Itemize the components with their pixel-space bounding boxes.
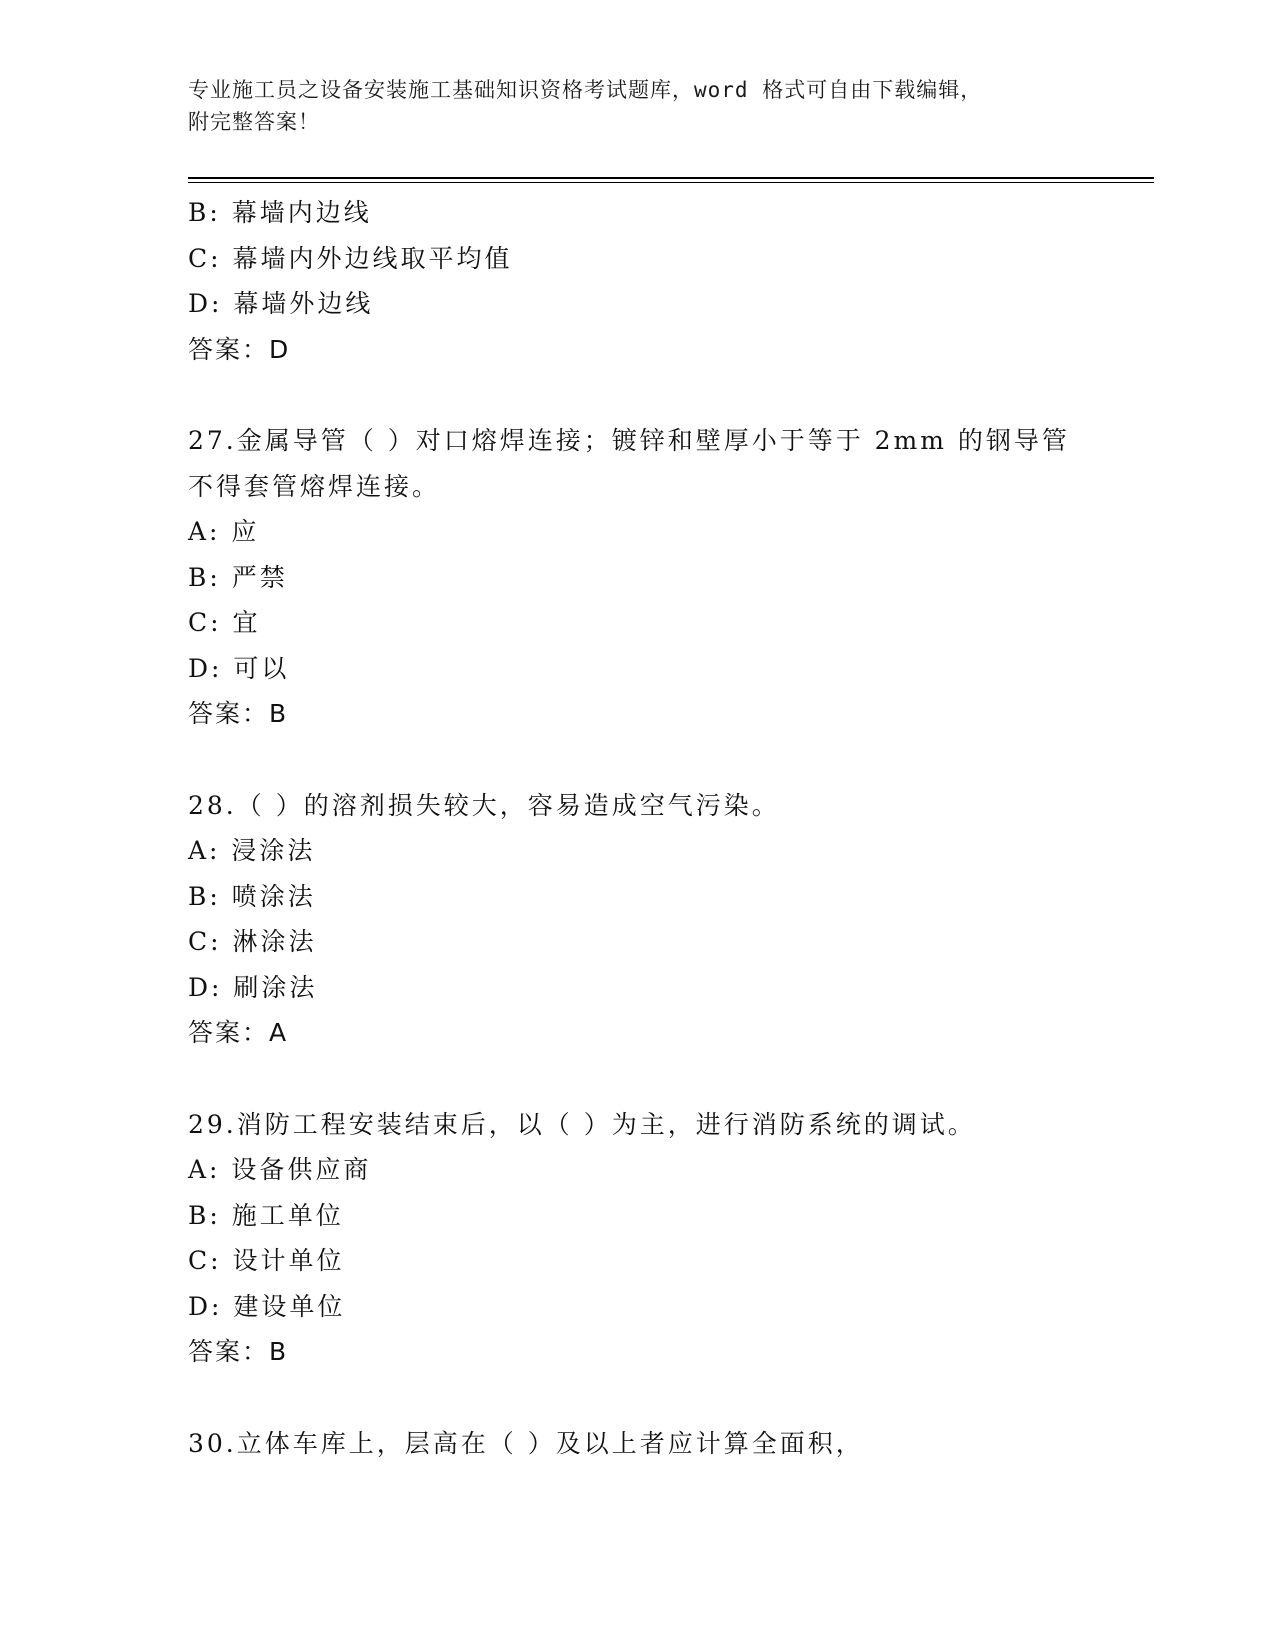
option-d: D: 可以 bbox=[188, 653, 290, 683]
option-d: D: 刷涂法 bbox=[188, 972, 318, 1002]
question-spacer bbox=[188, 737, 1154, 783]
option-c: C: 宜 bbox=[188, 608, 261, 637]
question-list bbox=[188, 190, 1154, 1466]
option-c: C: 淋涂法 bbox=[188, 927, 317, 956]
option-c: C: 幕墙内外边线取平均值 bbox=[188, 243, 513, 273]
question-stem: 30.立体车库上，层高在（ ）及以上者应计算全面积， bbox=[188, 1428, 864, 1458]
option-b: B: 施工单位 bbox=[188, 1200, 344, 1230]
answer-line: 答案：A bbox=[188, 1018, 289, 1047]
question-stem: 29.消防工程安装结束后，以（ ）为主，进行消防系统的调试。 bbox=[188, 1109, 976, 1139]
question-spacer bbox=[188, 1056, 1154, 1102]
option-a: A: 应 bbox=[188, 517, 260, 546]
option-a: A: 浸涂法 bbox=[188, 836, 316, 865]
option-d: D: 幕墙外边线 bbox=[188, 289, 374, 318]
option-b: B: 幕墙内边线 bbox=[188, 198, 372, 227]
question-spacer bbox=[188, 372, 1154, 418]
question-block-27 bbox=[188, 418, 1154, 737]
question-spacer bbox=[188, 1375, 1154, 1421]
question-stem: 28.（ ）的溶剂损失较大，容易造成空气污染。 bbox=[188, 790, 780, 820]
option-c: C: 设计单位 bbox=[188, 1246, 345, 1275]
header-divider-thick bbox=[188, 177, 1154, 179]
answer-line: 答案：B bbox=[188, 699, 289, 728]
option-b: B: 严禁 bbox=[188, 562, 288, 592]
option-b: B: 喷涂法 bbox=[188, 881, 316, 911]
header-divider-thin bbox=[188, 182, 1154, 183]
document-header bbox=[188, 74, 1088, 138]
question-block-30 bbox=[188, 1421, 1154, 1467]
question-stem: 27.金属导管（ ）对口熔焊连接；镀锌和壁厚小于等于 2mm 的钢导管 bbox=[188, 426, 1070, 455]
answer-line: 答案：B bbox=[188, 1337, 289, 1366]
option-a: A: 设备供应商 bbox=[188, 1155, 372, 1184]
option-d: D: 建设单位 bbox=[188, 1291, 346, 1321]
question-block-26 bbox=[188, 190, 1154, 372]
header-title-line-1: 专业施工员之设备安装施工基础知识资格考试题库，word 格式可自由下载编辑， bbox=[188, 78, 983, 102]
question-block-29 bbox=[188, 1102, 1154, 1375]
question-stem-continued: 不得套管熔焊连接。 bbox=[188, 471, 441, 501]
header-title-line-2: 附完整答案！ bbox=[188, 110, 320, 134]
answer-line: 答案：D bbox=[188, 334, 291, 364]
question-block-28 bbox=[188, 783, 1154, 1056]
